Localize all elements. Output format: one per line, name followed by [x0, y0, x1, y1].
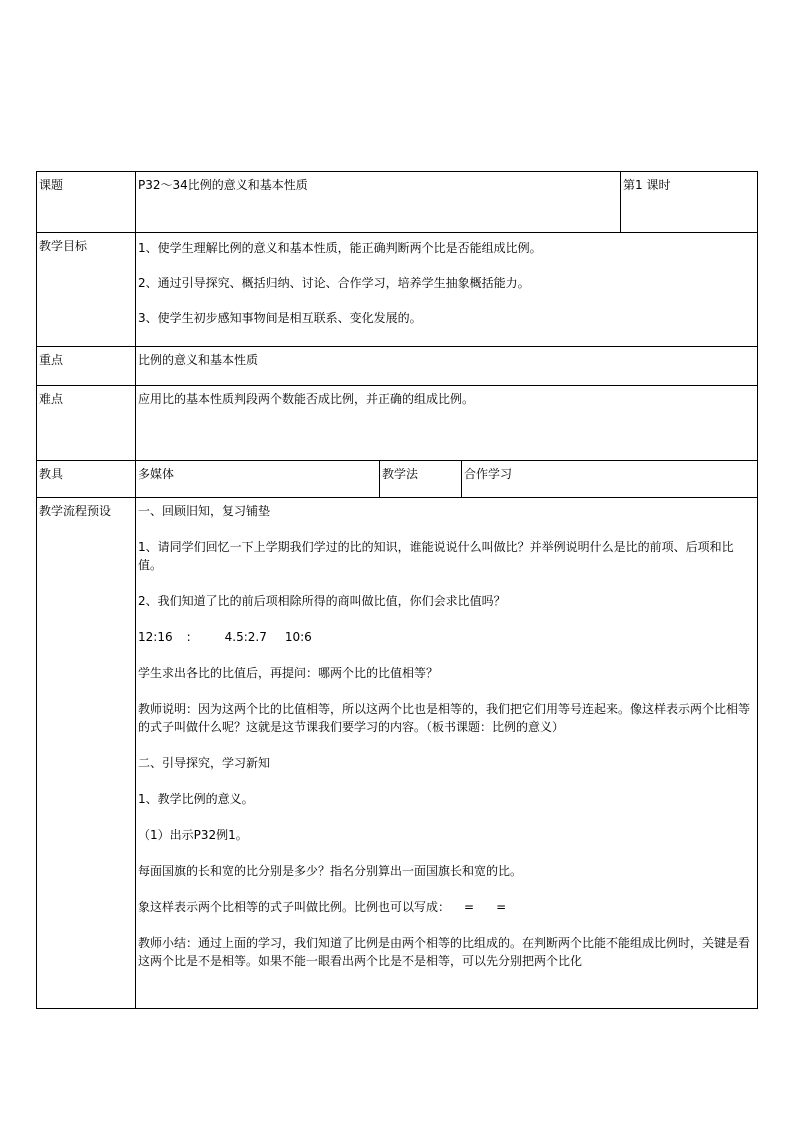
flow-paragraph: 1、请同学们回忆一下上学期我们学过的比的知识，谁能说说什么叫做比？并举例说明什么是比的前项、后项和比值。 [138, 540, 734, 572]
label-topic: 课题 [37, 172, 136, 233]
method-value: 合作学习 [462, 461, 758, 498]
ratio-item: 10:6 [284, 630, 312, 644]
row-goals [37, 233, 758, 347]
label-flow: 教学流程预设 [37, 498, 136, 1009]
label-key: 重点 [37, 347, 136, 386]
flow-paragraph: （1）出示P32例1。 [138, 828, 248, 842]
label-tools: 教具 [37, 461, 136, 498]
label-difficulty: 难点 [37, 386, 136, 461]
section-heading: 一、回顾旧知，复习铺垫 [138, 504, 271, 518]
row-tools [37, 461, 758, 498]
lesson-plan-table [36, 171, 758, 1009]
flow-paragraph: 教师小结：通过上面的学习，我们知道了比例是由两个相等的比组成的。在判断两个比能不能组成比例时，关键是看这两个比是不是相等。如果不能一眼看出两个比是不是相等，可以先分别把两个比化 [138, 936, 751, 968]
row-difficulty [37, 386, 758, 461]
flow-cell [136, 498, 758, 1009]
flow-paragraph: 教师说明：因为这两个比的比值相等，所以这两个比也是相等的，我们把它们用等号连起来。像这样表示两个比相等的式子叫做什么呢？这就是这节课我们要学习的内容。（板书课题：比例的意义） [138, 702, 751, 734]
equals-sign: = [496, 900, 507, 914]
proportion-definition: 象这样表示两个比相等的式子叫做比例。比例也可以写成： = = [138, 900, 507, 914]
key-point: 比例的意义和基本性质 [136, 347, 758, 386]
row-flow [37, 498, 758, 1009]
flow-paragraph: 2、我们知道了比的前后项相除所得的商叫做比值，你们会求比值吗？ [138, 594, 506, 608]
row-topic [37, 172, 758, 233]
label-goals: 教学目标 [37, 233, 136, 347]
flow-paragraph: 1、教学比例的意义。 [138, 792, 254, 806]
lesson-title: P32～34比例的意义和基本性质 [136, 172, 621, 233]
ratio-separator: : [186, 630, 191, 644]
ratio-item: 4.5:2.7 [224, 630, 267, 644]
section-heading: 二、引导探究，学习新知 [138, 756, 271, 770]
goal-item: 2、通过引导探究、概括归纳、讨论、合作学习，培养学生抽象概括能力。 [138, 276, 530, 290]
flow-paragraph: 学生求出各比的比值后，再提问：哪两个比的比值相等？ [138, 666, 439, 680]
flow-paragraph: 每面国旗的长和宽的比分别是多少？指名分别算出一面国旗长和宽的比。 [138, 864, 523, 878]
goal-item: 1、使学生理解比例的意义和基本性质，能正确判断两个比是否能组成比例。 [138, 241, 542, 255]
ratio-item: 12:16 [138, 630, 173, 644]
label-method: 教学法 [380, 461, 462, 498]
difficulty-point: 应用比的基本性质判段两个数能否成比例，并正确的组成比例。 [136, 386, 758, 461]
ratio-examples [138, 628, 755, 646]
goal-item: 3、使学生初步感知事物间是相互联系、变化发展的。 [138, 311, 422, 325]
row-key [37, 347, 758, 386]
equals-sign: = [464, 900, 475, 914]
goals-cell [136, 233, 758, 347]
tools-value: 多媒体 [136, 461, 380, 498]
lesson-period: 第1 课时 [621, 172, 758, 233]
